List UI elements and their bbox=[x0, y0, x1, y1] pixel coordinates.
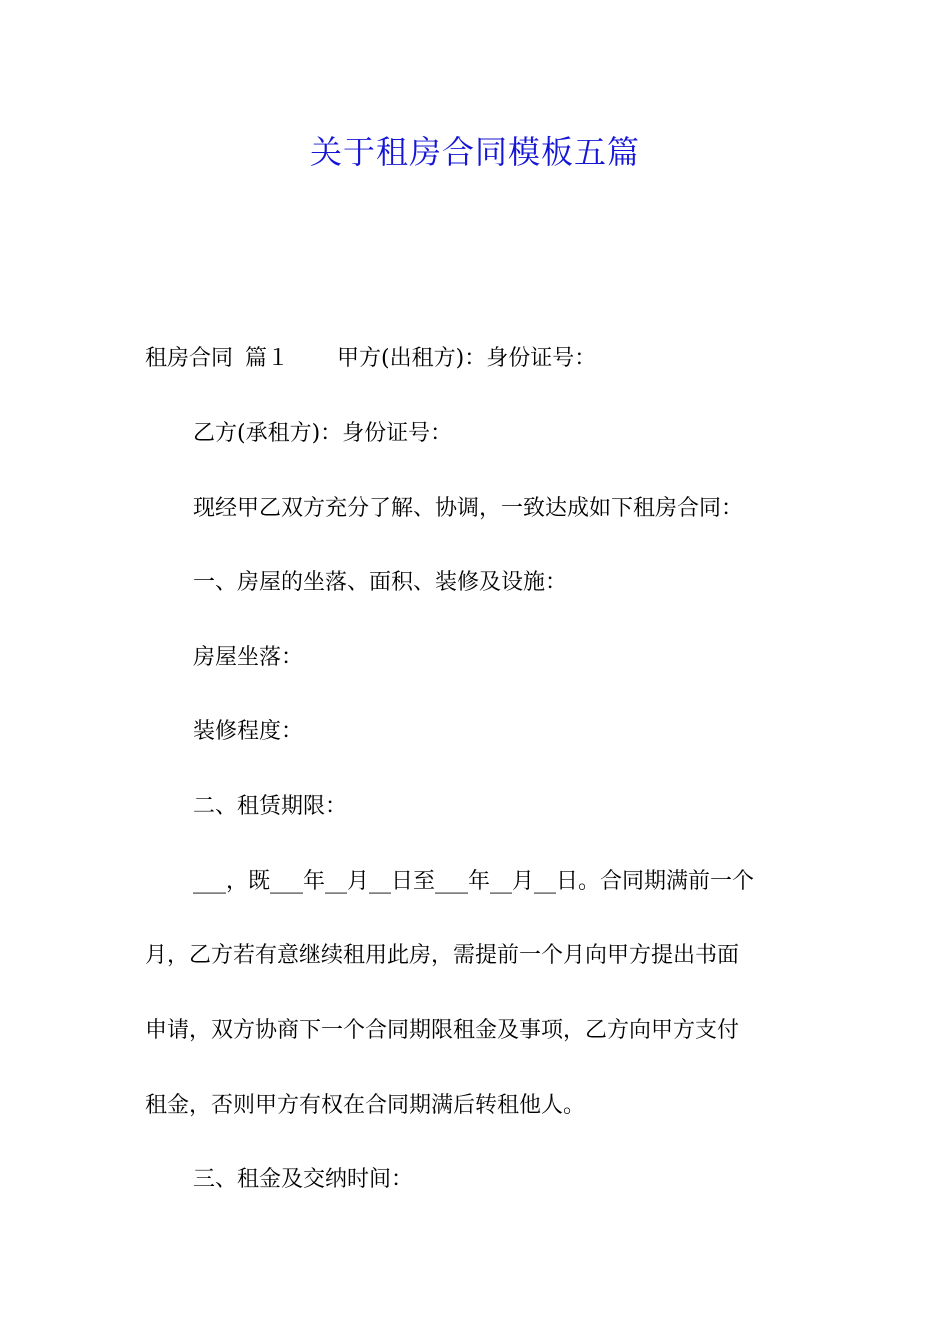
intro-paragraph: 现经甲乙双方充分了解、协调，一致达成如下租房合同： bbox=[193, 496, 744, 521]
paragraph-line: 月，乙方若有意继续租用此房，需提前一个月向甲方提出书面 bbox=[145, 943, 740, 968]
document-title: 关于租房合同模板五篇 bbox=[309, 133, 640, 171]
field-label: 装修程度： bbox=[193, 719, 304, 744]
party-a-line: 甲方(出租方)：身份证号： bbox=[337, 346, 597, 371]
paragraph-line: ___，既___年__月__日至___年__月__日。合同期满前一个 bbox=[193, 869, 755, 894]
contract-label: 租房合同 bbox=[145, 346, 234, 371]
field-label: 房屋坐落： bbox=[193, 645, 304, 670]
section-heading: 一、房屋的坐落、面积、装修及设施： bbox=[193, 570, 568, 595]
section-label: 篇１ bbox=[245, 346, 290, 371]
section-heading: 二、租赁期限： bbox=[193, 794, 348, 819]
heading-line bbox=[145, 344, 815, 374]
section-heading: 三、租金及交纳时间： bbox=[193, 1167, 414, 1192]
paragraph-line: 申请，双方协商下一个合同期限租金及事项，乙方向甲方支付 bbox=[145, 1018, 740, 1043]
party-b-line: 乙方(承租方)：身份证号： bbox=[193, 421, 453, 446]
paragraph-line: 租金，否则甲方有权在合同期满后转租他人。 bbox=[145, 1093, 586, 1118]
